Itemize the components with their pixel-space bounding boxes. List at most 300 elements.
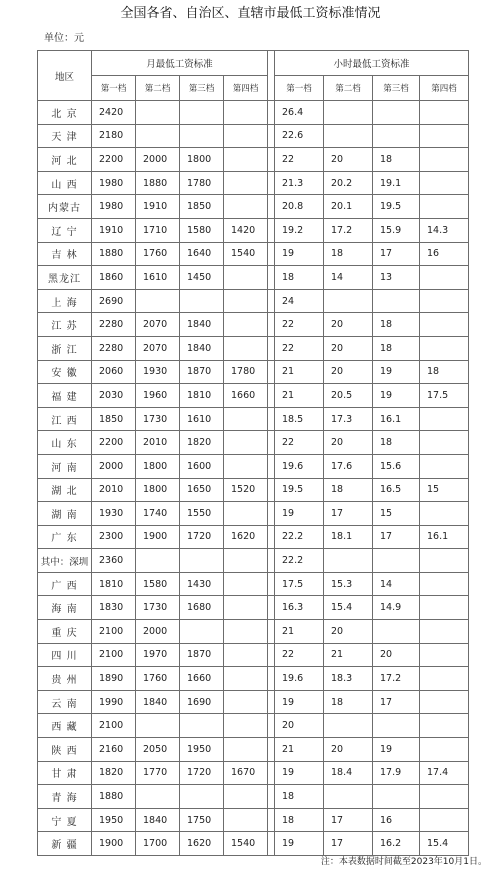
header-monthly-level-1: 第一档 (92, 76, 136, 101)
table-row (38, 761, 469, 785)
hourly-level-4-cell (420, 266, 469, 290)
hourly-level-2-cell: 20.5 (324, 384, 373, 408)
hourly-level-2-cell (324, 124, 373, 148)
region-cell: 湖 南 (38, 502, 92, 526)
hourly-level-3-cell: 15.6 (373, 454, 420, 478)
monthly-level-3-cell: 1800 (180, 148, 224, 172)
hourly-level-2-cell: 15.4 (324, 596, 373, 620)
table-row (38, 360, 469, 384)
monthly-level-4-cell (224, 690, 268, 714)
hourly-level-2-cell: 21 (324, 643, 373, 667)
hourly-level-4-cell (420, 336, 469, 360)
region-cell: 辽 宁 (38, 218, 92, 242)
monthly-level-2-cell: 1800 (136, 454, 180, 478)
monthly-level-2-cell: 2010 (136, 431, 180, 455)
gap-cell (268, 336, 275, 360)
monthly-level-4-cell (224, 124, 268, 148)
hourly-level-2-cell: 20 (324, 313, 373, 337)
monthly-level-1-cell: 1820 (92, 761, 136, 785)
gap-cell (268, 620, 275, 644)
hourly-level-3-cell: 16.5 (373, 478, 420, 502)
hourly-level-3-cell: 14 (373, 572, 420, 596)
hourly-level-1-cell: 26.4 (275, 101, 324, 125)
monthly-level-4-cell (224, 336, 268, 360)
gap-cell (268, 785, 275, 809)
monthly-level-3-cell: 1810 (180, 384, 224, 408)
monthly-level-4-cell: 1620 (224, 525, 268, 549)
hourly-level-4-cell (420, 195, 469, 219)
hourly-level-1-cell: 20 (275, 714, 324, 738)
hourly-level-2-cell: 18 (324, 478, 373, 502)
table-row (38, 620, 469, 644)
hourly-level-2-cell (324, 289, 373, 313)
monthly-level-2-cell: 1910 (136, 195, 180, 219)
region-cell: 北 京 (38, 101, 92, 125)
monthly-level-2-cell (136, 124, 180, 148)
hourly-level-4-cell: 16.1 (420, 525, 469, 549)
hourly-level-2-cell: 20 (324, 360, 373, 384)
hourly-level-4-cell (420, 690, 469, 714)
monthly-level-2-cell: 2070 (136, 336, 180, 360)
hourly-level-4-cell (420, 738, 469, 762)
table-body (38, 101, 469, 856)
hourly-level-4-cell (420, 596, 469, 620)
hourly-level-2-cell: 17 (324, 832, 373, 856)
hourly-level-1-cell: 19.2 (275, 218, 324, 242)
unit-label: 单位：元 (44, 33, 84, 44)
hourly-level-2-cell: 20 (324, 431, 373, 455)
table-row (38, 266, 469, 290)
hourly-level-2-cell: 20 (324, 336, 373, 360)
hourly-level-2-cell: 17 (324, 502, 373, 526)
hourly-level-1-cell: 22 (275, 431, 324, 455)
monthly-level-3-cell: 1840 (180, 336, 224, 360)
monthly-level-3-cell (180, 289, 224, 313)
monthly-level-4-cell: 1520 (224, 478, 268, 502)
monthly-level-2-cell (136, 101, 180, 125)
header-monthly-level-4: 第四档 (224, 76, 268, 101)
monthly-level-1-cell: 1830 (92, 596, 136, 620)
monthly-level-2-cell: 1760 (136, 667, 180, 691)
table-row (38, 714, 469, 738)
monthly-level-1-cell: 1980 (92, 171, 136, 195)
monthly-level-1-cell: 2100 (92, 620, 136, 644)
hourly-level-2-cell: 20 (324, 620, 373, 644)
table-row (38, 596, 469, 620)
gap-cell (268, 289, 275, 313)
hourly-level-3-cell (373, 101, 420, 125)
monthly-level-4-cell (224, 148, 268, 172)
monthly-level-2-cell: 1970 (136, 643, 180, 667)
monthly-level-3-cell: 1680 (180, 596, 224, 620)
hourly-level-4-cell (420, 714, 469, 738)
gap-cell (268, 124, 275, 148)
region-cell: 广 东 (38, 525, 92, 549)
monthly-level-2-cell: 2070 (136, 313, 180, 337)
monthly-level-3-cell: 1820 (180, 431, 224, 455)
header-hourly-level-3: 第三档 (373, 76, 420, 101)
monthly-level-4-cell (224, 714, 268, 738)
monthly-level-3-cell: 1840 (180, 313, 224, 337)
table-row (38, 738, 469, 762)
table-row (38, 832, 469, 856)
hourly-level-3-cell: 19 (373, 738, 420, 762)
monthly-level-4-cell (224, 407, 268, 431)
monthly-level-2-cell: 1730 (136, 407, 180, 431)
hourly-level-4-cell: 15 (420, 478, 469, 502)
gap-cell (268, 218, 275, 242)
monthly-level-1-cell: 1990 (92, 690, 136, 714)
monthly-level-1-cell: 1880 (92, 242, 136, 266)
header-monthly: 月最低工资标准 (92, 51, 268, 76)
hourly-level-3-cell: 17 (373, 690, 420, 714)
region-cell: 江 西 (38, 407, 92, 431)
hourly-level-3-cell: 19.5 (373, 195, 420, 219)
region-cell: 宁 夏 (38, 808, 92, 832)
table-row (38, 218, 469, 242)
monthly-level-3-cell: 1850 (180, 195, 224, 219)
hourly-level-1-cell: 18 (275, 266, 324, 290)
monthly-level-2-cell: 1840 (136, 808, 180, 832)
region-cell: 海 南 (38, 596, 92, 620)
monthly-level-2-cell: 2050 (136, 738, 180, 762)
monthly-level-1-cell: 1880 (92, 785, 136, 809)
monthly-level-1-cell: 2420 (92, 101, 136, 125)
region-cell: 江 苏 (38, 313, 92, 337)
gap-cell (268, 195, 275, 219)
table-row (38, 171, 469, 195)
monthly-level-1-cell: 1860 (92, 266, 136, 290)
hourly-level-3-cell: 17.2 (373, 667, 420, 691)
hourly-level-3-cell: 19 (373, 360, 420, 384)
table-row (38, 690, 469, 714)
hourly-level-1-cell: 22.6 (275, 124, 324, 148)
hourly-level-4-cell (420, 454, 469, 478)
monthly-level-4-cell (224, 596, 268, 620)
gap-cell (268, 360, 275, 384)
monthly-level-2-cell (136, 714, 180, 738)
monthly-level-1-cell: 2030 (92, 384, 136, 408)
gap-cell (268, 549, 275, 573)
hourly-level-4-cell: 16 (420, 242, 469, 266)
monthly-level-3-cell (180, 101, 224, 125)
region-cell: 山 西 (38, 171, 92, 195)
table-row (38, 431, 469, 455)
hourly-level-1-cell: 21 (275, 384, 324, 408)
monthly-level-2-cell: 1930 (136, 360, 180, 384)
monthly-level-3-cell: 1640 (180, 242, 224, 266)
monthly-level-4-cell (224, 266, 268, 290)
monthly-level-2-cell: 1960 (136, 384, 180, 408)
monthly-level-4-cell: 1420 (224, 218, 268, 242)
monthly-level-4-cell: 1780 (224, 360, 268, 384)
monthly-level-2-cell: 1610 (136, 266, 180, 290)
hourly-level-4-cell (420, 572, 469, 596)
hourly-level-3-cell (373, 785, 420, 809)
monthly-level-4-cell (224, 431, 268, 455)
hourly-level-4-cell: 18 (420, 360, 469, 384)
hourly-level-3-cell: 17.9 (373, 761, 420, 785)
monthly-level-1-cell: 2100 (92, 643, 136, 667)
region-cell: 陕 西 (38, 738, 92, 762)
hourly-level-2-cell: 17 (324, 808, 373, 832)
hourly-level-1-cell: 21 (275, 738, 324, 762)
table-row (38, 643, 469, 667)
gap-cell (268, 761, 275, 785)
hourly-level-3-cell: 17 (373, 242, 420, 266)
monthly-level-4-cell (224, 572, 268, 596)
hourly-level-4-cell (420, 289, 469, 313)
monthly-level-3-cell (180, 549, 224, 573)
hourly-level-3-cell: 20 (373, 643, 420, 667)
hourly-level-4-cell (420, 549, 469, 573)
hourly-level-2-cell: 18.3 (324, 667, 373, 691)
hourly-level-3-cell: 17 (373, 525, 420, 549)
gap-cell (268, 171, 275, 195)
hourly-level-2-cell: 18.1 (324, 525, 373, 549)
hourly-level-1-cell: 19 (275, 502, 324, 526)
monthly-level-2-cell (136, 549, 180, 573)
monthly-level-4-cell (224, 808, 268, 832)
monthly-level-4-cell (224, 549, 268, 573)
monthly-level-3-cell: 1750 (180, 808, 224, 832)
monthly-level-1-cell: 1980 (92, 195, 136, 219)
monthly-level-4-cell (224, 101, 268, 125)
region-cell: 上 海 (38, 289, 92, 313)
hourly-level-2-cell: 15.3 (324, 572, 373, 596)
region-cell: 河 北 (38, 148, 92, 172)
hourly-level-4-cell (420, 620, 469, 644)
monthly-level-4-cell (224, 667, 268, 691)
region-cell: 其中：深圳 (38, 549, 92, 573)
gap-cell (268, 643, 275, 667)
hourly-level-1-cell: 21 (275, 360, 324, 384)
monthly-level-4-cell (224, 643, 268, 667)
gap-cell (268, 313, 275, 337)
hourly-level-3-cell (373, 289, 420, 313)
table-row (38, 572, 469, 596)
hourly-level-4-cell: 17.4 (420, 761, 469, 785)
monthly-level-4-cell (224, 502, 268, 526)
hourly-level-3-cell: 18 (373, 431, 420, 455)
hourly-level-2-cell: 20 (324, 148, 373, 172)
hourly-level-1-cell: 18 (275, 808, 324, 832)
hourly-level-1-cell: 24 (275, 289, 324, 313)
monthly-level-2-cell: 1800 (136, 478, 180, 502)
hourly-level-1-cell: 19 (275, 690, 324, 714)
monthly-level-1-cell: 1810 (92, 572, 136, 596)
hourly-level-4-cell (420, 785, 469, 809)
hourly-level-1-cell: 22 (275, 313, 324, 337)
monthly-level-2-cell: 1760 (136, 242, 180, 266)
monthly-level-1-cell: 2000 (92, 454, 136, 478)
region-cell: 广 西 (38, 572, 92, 596)
region-cell: 青 海 (38, 785, 92, 809)
hourly-level-1-cell: 19.6 (275, 454, 324, 478)
hourly-level-2-cell: 20.1 (324, 195, 373, 219)
gap-cell (268, 690, 275, 714)
region-cell: 河 南 (38, 454, 92, 478)
header-row-levels (38, 76, 469, 101)
monthly-level-3-cell: 1690 (180, 690, 224, 714)
hourly-level-4-cell (420, 124, 469, 148)
hourly-level-2-cell: 18 (324, 690, 373, 714)
hourly-level-4-cell (420, 808, 469, 832)
gap-cell (268, 148, 275, 172)
monthly-level-1-cell: 2180 (92, 124, 136, 148)
region-cell: 黑龙江 (38, 266, 92, 290)
region-cell: 四 川 (38, 643, 92, 667)
monthly-level-1-cell: 2160 (92, 738, 136, 762)
monthly-level-3-cell: 1610 (180, 407, 224, 431)
monthly-level-3-cell (180, 785, 224, 809)
table-row (38, 478, 469, 502)
monthly-level-3-cell: 1780 (180, 171, 224, 195)
header-monthly-level-3: 第三档 (180, 76, 224, 101)
monthly-level-1-cell: 2360 (92, 549, 136, 573)
gap-cell (268, 667, 275, 691)
gap-cell (268, 808, 275, 832)
monthly-level-4-cell (224, 785, 268, 809)
monthly-level-4-cell: 1670 (224, 761, 268, 785)
table-row (38, 667, 469, 691)
monthly-level-2-cell: 1580 (136, 572, 180, 596)
gap-cell (268, 738, 275, 762)
gap-cell (268, 572, 275, 596)
monthly-level-2-cell (136, 785, 180, 809)
monthly-level-1-cell: 2060 (92, 360, 136, 384)
hourly-level-3-cell: 16.1 (373, 407, 420, 431)
region-cell: 贵 州 (38, 667, 92, 691)
region-cell: 福 建 (38, 384, 92, 408)
hourly-level-1-cell: 22 (275, 148, 324, 172)
monthly-level-3-cell: 1650 (180, 478, 224, 502)
hourly-level-2-cell: 17.2 (324, 218, 373, 242)
monthly-level-2-cell: 2000 (136, 148, 180, 172)
monthly-level-2-cell: 1840 (136, 690, 180, 714)
table-row (38, 124, 469, 148)
hourly-level-1-cell: 19 (275, 761, 324, 785)
hourly-level-1-cell: 19 (275, 242, 324, 266)
hourly-level-1-cell: 18 (275, 785, 324, 809)
hourly-level-3-cell: 14.9 (373, 596, 420, 620)
monthly-level-3-cell (180, 124, 224, 148)
region-cell: 山 东 (38, 431, 92, 455)
hourly-level-4-cell: 14.3 (420, 218, 469, 242)
hourly-level-1-cell: 22 (275, 336, 324, 360)
hourly-level-2-cell (324, 785, 373, 809)
monthly-level-3-cell: 1620 (180, 832, 224, 856)
monthly-level-2-cell: 1740 (136, 502, 180, 526)
hourly-level-2-cell: 18.4 (324, 761, 373, 785)
gap-cell (268, 502, 275, 526)
monthly-level-3-cell (180, 714, 224, 738)
hourly-level-1-cell: 19.5 (275, 478, 324, 502)
hourly-level-3-cell (373, 620, 420, 644)
region-cell: 西 藏 (38, 714, 92, 738)
hourly-level-3-cell: 18 (373, 313, 420, 337)
monthly-level-3-cell: 1600 (180, 454, 224, 478)
monthly-level-4-cell (224, 171, 268, 195)
hourly-level-2-cell: 14 (324, 266, 373, 290)
monthly-level-3-cell: 1660 (180, 667, 224, 691)
monthly-level-4-cell (224, 313, 268, 337)
hourly-level-2-cell (324, 549, 373, 573)
hourly-level-2-cell: 17.3 (324, 407, 373, 431)
gap-cell (268, 266, 275, 290)
monthly-level-4-cell (224, 195, 268, 219)
monthly-level-3-cell: 1950 (180, 738, 224, 762)
header-monthly-level-2: 第二档 (136, 76, 180, 101)
hourly-level-2-cell: 18 (324, 242, 373, 266)
hourly-level-3-cell (373, 124, 420, 148)
hourly-level-3-cell (373, 714, 420, 738)
hourly-level-1-cell: 21 (275, 620, 324, 644)
table-row (38, 101, 469, 125)
region-cell: 重 庆 (38, 620, 92, 644)
header-hourly-level-1: 第一档 (275, 76, 324, 101)
monthly-level-3-cell: 1870 (180, 643, 224, 667)
monthly-level-1-cell: 2200 (92, 431, 136, 455)
hourly-level-3-cell: 19 (373, 384, 420, 408)
min-wage-table (37, 50, 469, 856)
region-cell: 云 南 (38, 690, 92, 714)
hourly-level-3-cell: 18 (373, 148, 420, 172)
hourly-level-4-cell (420, 313, 469, 337)
hourly-level-1-cell: 22.2 (275, 525, 324, 549)
gap-cell (268, 832, 275, 856)
monthly-level-4-cell (224, 738, 268, 762)
gap-cell (268, 596, 275, 620)
region-cell: 湖 北 (38, 478, 92, 502)
monthly-level-2-cell: 1900 (136, 525, 180, 549)
table-row (38, 454, 469, 478)
hourly-level-3-cell: 18 (373, 336, 420, 360)
hourly-level-4-cell (420, 431, 469, 455)
monthly-level-2-cell: 1730 (136, 596, 180, 620)
hourly-level-4-cell: 15.4 (420, 832, 469, 856)
monthly-level-2-cell: 1880 (136, 171, 180, 195)
hourly-level-4-cell (420, 407, 469, 431)
hourly-level-1-cell: 17.5 (275, 572, 324, 596)
monthly-level-1-cell: 2300 (92, 525, 136, 549)
hourly-level-2-cell: 20.2 (324, 171, 373, 195)
hourly-level-3-cell: 16.2 (373, 832, 420, 856)
monthly-level-3-cell: 1430 (180, 572, 224, 596)
gap-cell (268, 407, 275, 431)
region-cell: 吉 林 (38, 242, 92, 266)
gap-cell (268, 431, 275, 455)
table-row (38, 785, 469, 809)
gap-cell (268, 525, 275, 549)
header-hourly-level-2: 第二档 (324, 76, 373, 101)
gap-cell (268, 101, 275, 125)
monthly-level-1-cell: 1890 (92, 667, 136, 691)
table-row (38, 336, 469, 360)
hourly-level-3-cell: 19.1 (373, 171, 420, 195)
monthly-level-3-cell: 1720 (180, 525, 224, 549)
monthly-level-3-cell: 1550 (180, 502, 224, 526)
region-cell: 甘 肃 (38, 761, 92, 785)
region-cell: 新 疆 (38, 832, 92, 856)
header-gap (268, 51, 275, 101)
table-row (38, 407, 469, 431)
hourly-level-1-cell: 19 (275, 832, 324, 856)
monthly-level-3-cell: 1450 (180, 266, 224, 290)
hourly-level-4-cell (420, 148, 469, 172)
monthly-level-2-cell: 2000 (136, 620, 180, 644)
hourly-level-2-cell (324, 101, 373, 125)
